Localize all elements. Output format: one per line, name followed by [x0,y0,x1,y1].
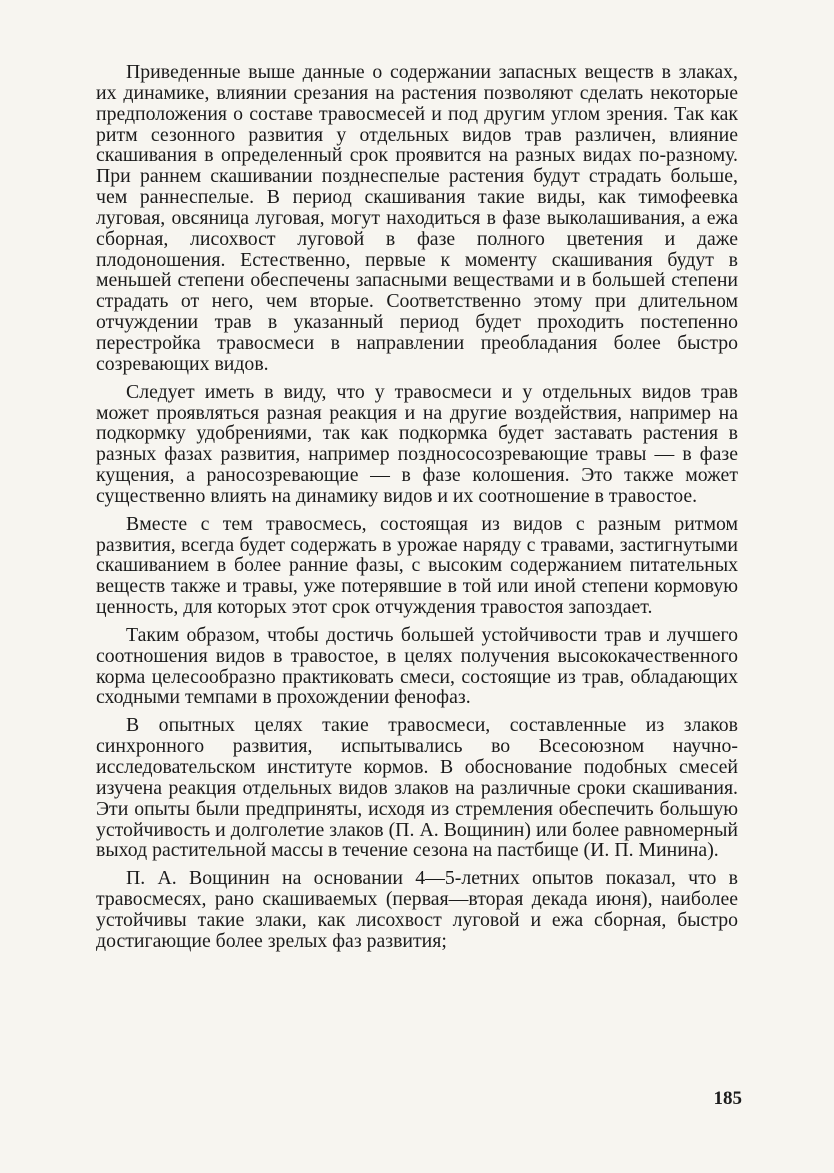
paragraph-6: П. А. Вощинин на основании 4—5-летних опытов показал, что в травосмесях, рано скашиваемых (первая—вторая декада июня), наиболее устойчивы такие злаки, как лисохвост луговой и ежа сборная, быстро достигающие более зрелых фаз развития; [96,867,738,952]
text-column [96,62,738,952]
paragraph-3: Вместе с тем травосмесь, состоящая из видов с разным ритмом развития, всегда будет содержать в урожае наряду с травами, застигнутыми скашиванием в более ранние фазы, с высоким содержанием питательных веществ также и травы, уже потерявшие в той или иной степени кормовую ценность, для которых этот срок отчуждения травостоя запоздает. [96,512,738,619]
page-number: 185 [713,1088,742,1109]
paragraph-1: Приведенные выше данные о содержании запасных веществ в злаках, их динамике, влиянии срезания на растения позволяют сделать некоторые предположения о составе травосмесей и под другим углом зрения. Так как ритм сезонного развития у отдельных видов трав различен, влияние скашивания в определенный срок проявится на разных видах по-разному. При раннем скашивании позднеспелые растения будут страдать больше, чем раннеспелые. В период скашивания такие виды, как тимофеевка луговая, овсяница луговая, могут находиться в фазе выколашивания, а ежа сборная, лисохвост луговой в фазе полного цветения и даже плодоношения. Естественно, первые к моменту скашивания будут в меньшей степени обеспечены запасными веществами и в большей степени страдать от него, чем вторые. Соответственно этому при длительном отчуждении трав в указанный период будет проходить постепенно перестройка травосмеси в направлении преобладания более быстро созревающих видов. [96,61,738,375]
paragraph-4: Таким образом, чтобы достичь большей устойчивости трав и лучшего соотношения видов в травостое, в целях получения высококачественного корма целесообразно практиковать смеси, состоящие из трав, обладающих сходными темпами в прохождении фенофаз. [96,623,738,709]
paragraph-5: В опытных целях такие травосмеси, составленные из злаков синхронного развития, испытывались во Всесоюзном научно-исследовательском институте кормов. В обоснование подобных смесей изучена реакция отдельных видов злаков на различные сроки скашивания. Эти опыты были предприняты, исходя из стремления обеспечить большую устойчивость и долголетие злаков (П. А. Вощинин) или более равномерный выход растительной массы в течение сезона на пастбище (И. П. Минина). [96,714,738,862]
paragraph-2: Следует иметь в виду, что у травосмеси и у отдельных видов трав может проявляться разная реакция и на другие воздействия, например на подкормку удобрениями, так как подкормка будет заставать растения в разных фазах развития, например позднососозревающие травы — в фазе кущения, а раносозревающие — в фазе колошения. Это также может существенно влиять на динамику видов и их соотношение в травостое. [96,380,738,507]
